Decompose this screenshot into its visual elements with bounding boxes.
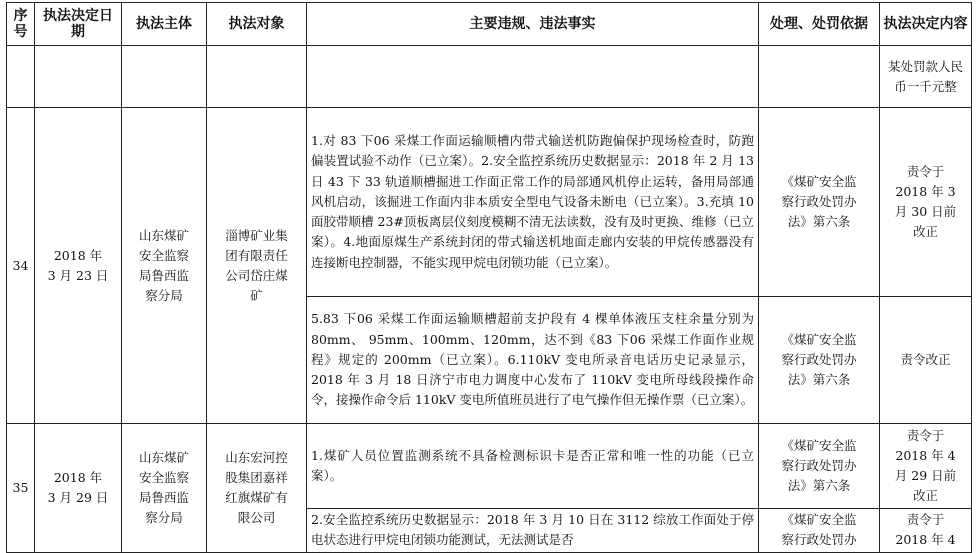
- facts-cell: 1.煤矿人员位置监测系统不具备检测标识卡是否正常和唯一性的功能（已立案）。: [307, 424, 759, 509]
- seq-cell: 35: [7, 424, 35, 553]
- basis-cell: 《煤矿安全监 察行政处罚办 法》第六条: [759, 424, 880, 509]
- subject-cell: 山东煤矿 安全监察 局鲁西监 察分局: [122, 108, 207, 424]
- subject-cell: 山东煤矿 安全监察 局鲁西监 察分局: [122, 424, 207, 553]
- date-cell: 2018 年 3 月 23 日: [35, 108, 122, 424]
- table-row-continued: [7, 46, 972, 108]
- table-row-34-a: [7, 108, 972, 297]
- decision-content: 某处罚款人民币一千元整: [880, 46, 972, 108]
- basis-cell: 《煤矿安全监 察行政处罚办: [759, 509, 880, 553]
- header-seq: 序号: [7, 3, 35, 46]
- date-cell: 2018 年 3 月 29 日: [35, 424, 122, 553]
- header-object: 执法对象: [207, 3, 307, 46]
- header-subject: 执法主体: [122, 3, 207, 46]
- table-row-35-a: [7, 424, 972, 509]
- decision-content: 责令改正: [880, 297, 972, 424]
- seq-cell: 34: [7, 108, 35, 424]
- header-content: 执法决定内容: [880, 3, 972, 46]
- header-basis: 处理、处罚依据: [759, 3, 880, 46]
- object-cell: 淄博矿业集 团有限责任 公司岱庄煤 矿: [207, 108, 307, 424]
- header-row: [7, 3, 972, 46]
- header-date: 执法决定日期: [35, 3, 122, 46]
- header-facts: 主要违规、违法事实: [307, 3, 759, 46]
- decision-content: 责令于 2018 年 3 月 30 日前 改正: [880, 108, 972, 297]
- decision-content: 责令于 2018 年 4 月 29 日前 改正: [880, 424, 972, 509]
- enforcement-table: [6, 2, 972, 553]
- facts-cell: 2.安全监控系统历史数据显示：2018 年 3 月 10 日在 3112 综放工作面处于停电状态进行甲烷电闭锁功能测试，无法测试是否: [307, 509, 759, 553]
- facts-cell: 5.83 下06 采煤工作面运输顺槽超前支护段有 4 棵单体液压支柱余量分别为 80mm、 95mm、100mm、120mm，达不到《83 下06 采煤工作面作业规程》规定的 200mm（已立案）。6.110kV 变电所录音电话历史记录显示，2018 年 3 月 18 日济宁市电力调度中心发布了 110kV 变电所母线段操作命令，接操作命令后 110kV 变电所值班员进行了电气操作但无操作票（已立案）。: [307, 297, 759, 424]
- basis-cell: 《煤矿安全监 察行政处罚办 法》第六条: [759, 108, 880, 297]
- object-cell: 山东宏河控 股集团嘉祥 红旗煤矿有 限公司: [207, 424, 307, 553]
- facts-cell: 1.对 83 下06 采煤工作面运输顺槽内带式输送机防跑偏保护现场检查时，防跑偏装置试验不动作（已立案）。2.安全监控系统历史数据显示：2018 年 2 月 13 日 43 下 33 轨道顺槽掘进工作面正常工作的局部通风机停止运转，备用局部通风机启动，该掘进工作面内非本质安全型电气设备未断电（已立案）。3.充填 10 面胶带顺槽 23#顶板离层仪刻度模糊不清无法读数，没有及时更换、维修（已立案）。4.地面原煤生产系统封闭的带式输送机地面走廊内安装的甲烷传感器没有连接断电控制器，不能实现甲烷电闭锁功能（已立案）。: [307, 108, 759, 297]
- decision-content: 责令于 2018 年 4: [880, 509, 972, 553]
- basis-cell: 《煤矿安全监 察行政处罚办 法》第六条: [759, 297, 880, 424]
